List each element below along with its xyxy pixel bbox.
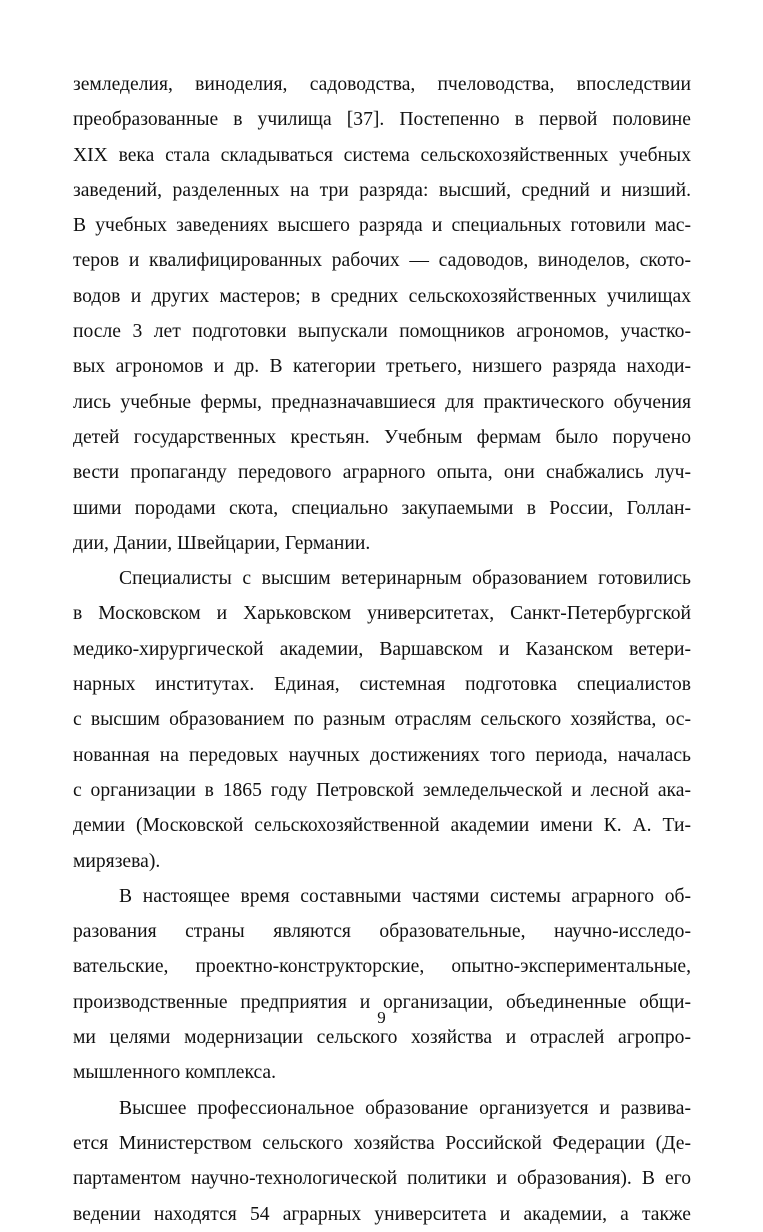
text-line: демии (Московской сельскохозяйственной академии имени К. А. Ти- (73, 815, 691, 837)
text-line: мирязева). (73, 850, 161, 872)
text-line: вести пропаганду передового аграрного опыта, они снабжались луч- (73, 462, 691, 484)
text-line: нованная на передовых научных достижениях того периода, началась (73, 744, 691, 766)
paragraph-3 (73, 879, 691, 1091)
text-line: ведении находятся 54 аграрных университета и академии, а также (73, 1203, 691, 1225)
text-line: с высшим образованием по разным отраслям сельского хозяйства, ос- (73, 709, 691, 731)
page-number: 9 (377, 1008, 386, 1027)
text-line: партаментом научно-технологической политики и образования). В его (73, 1168, 691, 1190)
text-line: производственные предприятия и организации, объединенные общи- (73, 991, 691, 1013)
text-line: дии, Дании, Швейцарии, Германии. (73, 532, 371, 554)
text-line: XIX века стала складываться система сельскохозяйственных учебных (73, 144, 691, 166)
text-line: мышленного комплекса. (73, 1062, 277, 1084)
text-line: теров и квалифицированных рабочих — садоводов, виноделов, ското- (73, 250, 691, 272)
paragraph-1 (73, 67, 691, 561)
text-line: медико-хирургической академии, Варшавском и Казанском ветери- (73, 638, 691, 660)
text-line: в Московском и Харьковском университетах, Санкт-Петербургской (73, 603, 691, 625)
text-line: заведений, разделенных на три разряда: высший, средний и низший. (73, 179, 691, 201)
text-line: вых агрономов и др. В категории третьего, низшего разряда находи- (73, 356, 691, 378)
text-line: лись учебные фермы, предназначавшиеся для практического обучения (73, 391, 691, 413)
page-body (73, 67, 691, 1232)
text-line: земледелия, виноделия, садоводства, пчеловодства, впоследствии (73, 74, 691, 95)
text-line: разования страны являются образовательные, научно-исследо- (73, 921, 691, 943)
text-line: после 3 лет подготовки выпускали помощников агрономов, участко- (73, 321, 691, 343)
text-line: водов и других мастеров; в средних сельскохозяйственных училищах (73, 285, 691, 307)
text-line: В настоящее время составными частями системы аграрного об- (119, 885, 691, 907)
paragraph-4 (73, 1091, 691, 1232)
text-line: с организации в 1865 году Петровской земледельческой и лесной ака- (73, 779, 691, 801)
text-line: Специалисты с высшим ветеринарным образованием готовились (119, 568, 691, 590)
text-line: преобразованные в училища [37]. Постепенно в первой половине (73, 109, 691, 131)
text-line: детей государственных крестьян. Учебным фермам было поручено (73, 426, 691, 448)
text-line: В учебных заведениях высшего разряда и специальных готовили мас- (73, 215, 691, 237)
text-line: шими породами скота, специально закупаемыми в России, Голлан- (73, 497, 691, 519)
text-line: вательские, проектно-конструкторские, опытно-экспериментальные, (73, 956, 691, 978)
text-line: ется Министерством сельского хозяйства Российской Федерации (Де- (73, 1132, 691, 1154)
text-line: нарных институтах. Единая, системная подготовка специалистов (73, 674, 691, 696)
text-line: Высшее профессиональное образование организуется и развива- (119, 1097, 691, 1119)
paragraph-2 (73, 561, 691, 879)
text-line: ми целями модернизации сельского хозяйства и отраслей агропро- (73, 1027, 691, 1049)
